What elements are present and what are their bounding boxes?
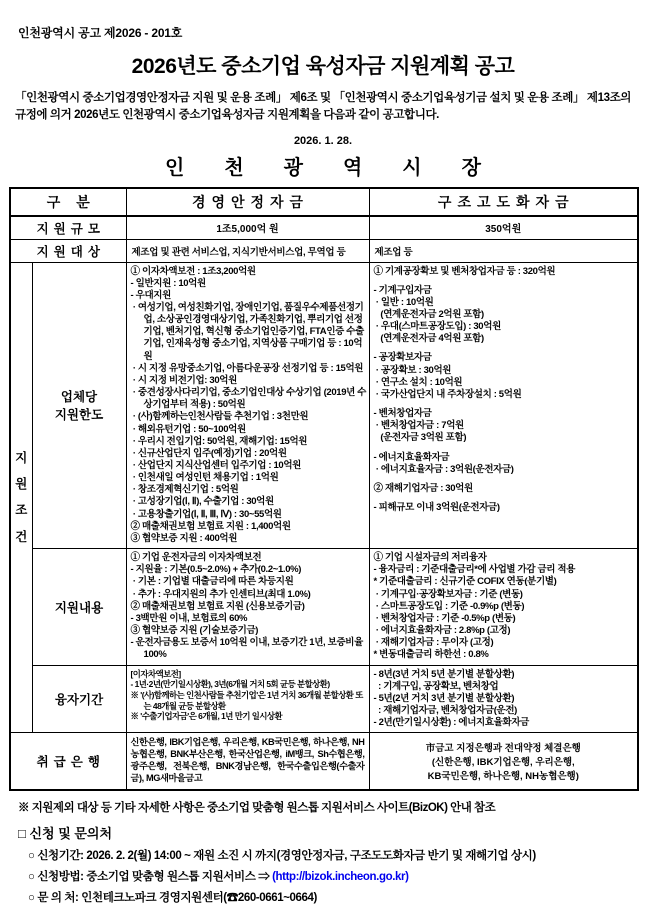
row-label-scale: 지원규모 xyxy=(10,216,126,240)
notice-number: 인천광역시 공고 제2026 - 201호 xyxy=(18,26,183,40)
page-title: 2026년도 중소기업 육성자금 지원계획 공고 xyxy=(131,55,515,78)
cell-scale-left: 1조5,000억 원 xyxy=(126,216,369,240)
row-label-content: 지원내용 xyxy=(32,549,126,665)
application-method xyxy=(28,868,628,884)
row-period xyxy=(10,665,638,733)
row-label-banks: 취급은행 xyxy=(10,733,126,790)
col-header-stability-fund: 경영안정자금 xyxy=(126,188,369,216)
application-section-title: □ 신청 및 문의처 xyxy=(18,826,113,842)
cell-limit-right: ① 기계공장확보 및 벤처창업자금 등 : 320억원 - 기계구입자금 · 일반 : 10억원 (연계운전자금 2억원 포함) · 우대(스마트공장도입) : 30억원 (연계운전자금 4억원 포함) - 공장확보자금 · 공장확보 : 30억원 · 연구소 설치 : 10억원 · 국가산업단지 내 주차장설치 : 5억원 - 벤처창업자금 · 벤처창업자금 : 7억원 (운전자금 3억원 포함) - 에너지효율화자금 · 에너지효율자금 : 3억원(운전자금) ② 재해기업자금 : 30억원 - 피해규모 이내 3억원(운전자금) xyxy=(369,262,638,549)
cell-limit-left: ① 이자차액보전 : 1조3,200억원 - 일반지원 : 10억원 - 우대지원 · 여성기업, 여성친화기업, 장애인기업, 품질우수제품선정기업, 소상공인경영대상기업, 가족친화기업, 뿌리기업 선정기업, 벤처기업, 혁신형 중소기업인증기업, FTA인증 수출기업, 인재육성형 중소기업, 지역상품 구매기업 등 : 10억원 · 시 지정 유망중소기업, 아름다운공장 선정기업 등 : 15억원 · 시 지정 비전기업: 30억원 · 중견성장사다리기업, 중소기업인대상 수상기업 (2019년 수상기업부터 적용) : 50억원 · (사)함께하는인천사람들 추천기업 : 3천만원 · 해외유턴기업 : 50~100억원 · 우리시 전입기업: 50억원, 재해기업: 15억원 · 신규산업단지 입주(예정)기업 : 20억원 · 산업단지 지식산업센터 입주기업 : 10억원 · 인천새일 여성인턴 채용기업 : 1억원 · 창조경제혁신기업 : 5억원 · 고성장기업(Ⅰ, Ⅱ), 수출기업 : 30억원 · 고용창출기업(Ⅰ, Ⅱ, Ⅲ, Ⅳ) : 30~55억원 ② 매출채권보험 보험료 지원 : 1,400억원 ③ 협약보증 지원 : 400억원 xyxy=(126,262,369,549)
application-method-text: ○ 신청방법: 중소기업 맞춤형 원스톱 지원서비스 ⇒ xyxy=(28,871,273,884)
table-header-row xyxy=(10,188,638,216)
cell-banks-right: 市금고 지정은행과 전대약정 체결은행 (신한은행, IBK기업은행, 우리은행, KB국민은행, 하나은행, NH농협은행) xyxy=(369,733,638,790)
announcement-date: 2026. 1. 28. xyxy=(293,134,353,147)
exclusion-note: ※ 지원제외 대상 등 기타 자세한 사항은 중소기업 맞춤형 원스톱 지원서비스 사이트(BizOK) 안내 참조 xyxy=(18,802,496,815)
bizok-site-link[interactable]: (http://bizok.incheon.go.kr) xyxy=(272,871,409,884)
row-label-limit: 업체당 지원한도 xyxy=(32,262,126,549)
footer-section xyxy=(9,791,637,905)
cell-content-right: ① 기업 시설자금의 저리융자 - 융자금리 : 기준대출금리*에 사업별 가감 금리 적용 * 기준대출금리 : 신규기준 COFIX 연동(분기별) · 기계구입·공장확보자금 : 기준 (변동) · 스마트공장도입 : 기준 -0.9%p (변동) · 벤처창업자금 : 기준 -0.5%p (변동) · 에너지효율화자금 : 2.8%p (고정) · 재해기업자금 : 무이자 (고정) * 변동대출금리 하한선 : 0.8% xyxy=(369,549,638,665)
cell-period-right: - 8년(3년 거치 5년 분기별 분할상환) : 기계구입, 공장확보, 벤처창업 - 5년(2년 거치 3년 분기별 분할상환) : 재해기업자금, 벤처창업자금(운전) - 2년(만기일시상환) : 에너지효율화자금 xyxy=(369,665,638,733)
row-limit xyxy=(10,262,638,549)
cell-banks-left: 신한은행, IBK기업은행, 우리은행, KB국민은행, 하나은행, NH농협은행, BNK부산은행, 한국산업은행, iM뱅크, Sh수협은행, 광주은행, 전북은행, BNK경남은행, 한국수출입은행(수출자금), MG새마을금고 xyxy=(126,733,369,790)
cell-target-left: 제조업 및 관련 서비스업, 지식기반서비스업, 무역업 등 xyxy=(126,239,369,262)
fund-plan-table xyxy=(9,187,639,792)
row-scale xyxy=(10,216,638,240)
row-banks xyxy=(10,733,638,790)
col-header-category: 구 분 xyxy=(10,188,126,216)
row-label-period: 융자기간 xyxy=(32,665,126,733)
cell-period-left: [이자차액보전] - 1년·2년(만기일시상환), 3년(6개월 거치 5회 균등 분할상환) ※ '(사)함께하는 인천사람들 추천기업'은 1년 거치 36개월 분할상환 또는 48개월 균등 분할상환 ※ '수출기업자금'은 6개월, 1년 만기 일시상환 xyxy=(126,665,369,733)
cell-content-left: ① 기업 운전자금의 이자차액보전 - 지원율 : 기본(0.5~2.0%) + 추가(0.2~1.0%) · 기본 : 기업별 대출금리에 따른 차등지원 · 추가 : 우대지원의 추가 인센티브(최대 1.0%) ② 매출채권보험 보험료 지원 (신용보증기금) - 3백만원 이내, 보험료의 60% ③ 협약보증 지원 (기술보증기금) - 운전자금용도 보증서 10억원 이내, 보증기간 1년, 보증비율 100% xyxy=(126,549,369,665)
issuer-signature: 인천광역시장 xyxy=(165,156,521,179)
cell-scale-right: 350억원 xyxy=(369,216,638,240)
intro-paragraph: 「인천광역시 중소기업경영안정자금 지원 및 운용 조례」 제6조 및 「인천광역시 중소기업육성기금 설치 및 운용 조례」 제13조의 규정에 의거 2026년도 인천광역시 중소기업육성자금 지원계획을 다음과 같이 공고합니다. xyxy=(15,92,631,122)
row-content xyxy=(10,549,638,665)
row-target xyxy=(10,239,638,262)
cell-target-right: 제조업 등 xyxy=(369,239,638,262)
row-label-target: 지원대상 xyxy=(10,239,126,262)
row-group-label-conditions: 지원조건 xyxy=(10,262,32,733)
application-period: ○ 신청기간: 2026. 2. 2(월) 14:00 ~ 재원 소진 시 까지(경영안정자금, 구조도도화자금 반기 및 재해기업 상시) xyxy=(28,850,536,863)
col-header-upgrade-fund: 구조고도화자금 xyxy=(369,188,638,216)
contact-info: ○ 문 의 처: 인천테크노파크 경영지원센터(☎260-0661~0664) xyxy=(28,892,317,905)
